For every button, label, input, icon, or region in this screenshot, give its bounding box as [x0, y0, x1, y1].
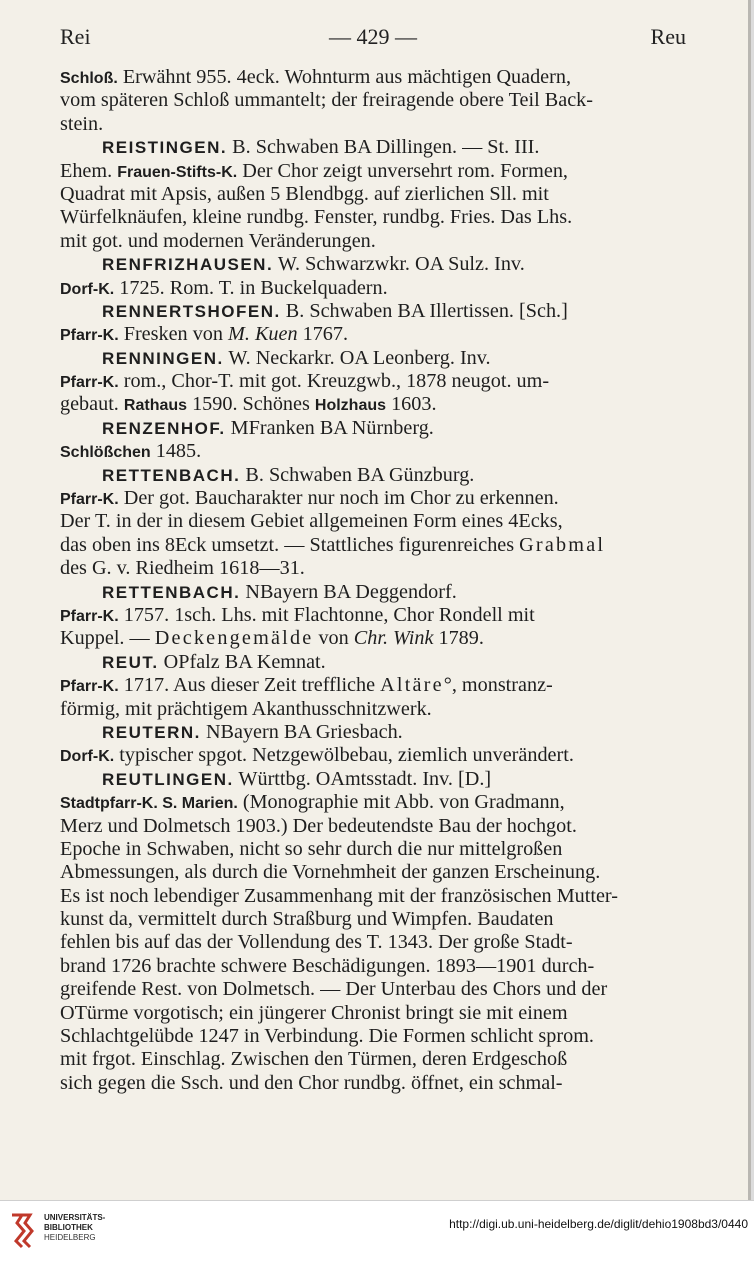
entry-headword: RETTENBACH.: [102, 465, 241, 485]
text-line: [60, 253, 686, 276]
text-segment: rom., Chor-T. mit got. Kreuzgwb., 1878 neugot. um-: [118, 370, 550, 393]
digitization-footer: [0, 1200, 754, 1261]
text-segment: kunst da, vermittelt durch Straßburg und Wimpfen. Baudaten: [60, 908, 554, 931]
text-segment: B. Schwaben BA Illertissen. [Sch.]: [280, 299, 568, 322]
entry-headword: RENNERTSHOFEN.: [102, 301, 281, 321]
text-line: [60, 347, 686, 370]
text-line: [60, 815, 686, 838]
text-segment: B. Schwaben BA Günzburg.: [240, 463, 475, 486]
text-segment: Würfelknäufen, kleine rundbg. Fenster, rundbg. Fries. Das Lhs.: [60, 206, 573, 229]
text-line: [60, 1072, 686, 1095]
text-line: [60, 1025, 686, 1048]
text-line: [60, 300, 686, 323]
text-segment: das oben ins 8Eck umsetzt. — Stattliches figurenreiches: [60, 533, 520, 556]
text-line: [60, 323, 686, 346]
text-segment: W. Neckarkr. OA Leonberg. Inv.: [223, 346, 491, 369]
text-segment: sich gegen die Ssch. und den Chor rundbg. öffnet, ein schmal-: [60, 1071, 563, 1094]
text-segment: von: [313, 627, 354, 650]
text-segment: Erwähnt 955. 4eck. Wohnturm aus mächtigen Quadern,: [117, 66, 572, 88]
text-segment: stein.: [60, 112, 104, 135]
building-keyword: Stadtpfarr-K. S. Marien.: [60, 795, 238, 813]
library-name-line: BIBLIOTHEK: [44, 1223, 93, 1232]
page-body-text: [60, 66, 686, 1095]
building-keyword: Schloß.: [60, 70, 118, 87]
text-segment: greifende Rest. von Dolmetsch. — Der Unterbau des Chors und der: [60, 978, 608, 1001]
building-keyword: Pfarr-K.: [60, 678, 119, 696]
text-line: [60, 464, 686, 487]
text-segment: NBayern BA Griesbach.: [200, 720, 403, 743]
text-segment: Deckengemälde: [154, 627, 314, 650]
text-segment: Grabmal: [519, 533, 606, 556]
entry-headword: RENZENHOF.: [102, 418, 226, 438]
text-segment: B. Schwaben BA Dillingen. — St. III.: [227, 136, 540, 159]
library-name-line: HEIDELBERG: [44, 1233, 96, 1242]
text-segment: mit frgot. Einschlag. Zwischen den Türmen, deren Erdgeschoß: [60, 1048, 568, 1071]
text-segment: vom späteren Schloß ummantelt; der freiragende obere Teil Back-: [60, 89, 593, 112]
building-keyword: Pfarr-K.: [60, 491, 119, 509]
text-segment: Fresken von: [118, 323, 229, 346]
text-segment: 1485.: [150, 440, 202, 463]
text-line: [60, 838, 686, 861]
text-line: [60, 370, 686, 393]
text-segment: 1725. Rom. T. in Buckelquadern.: [114, 276, 388, 299]
text-line: [60, 721, 686, 744]
entry-headword: REISTINGEN.: [102, 138, 228, 158]
text-segment: brand 1726 brachte schwere Beschädigungen. 1893—1901 durch-: [60, 954, 595, 977]
text-line: [60, 698, 686, 721]
entry-headword: RETTENBACH.: [102, 582, 241, 602]
text-segment: (Monographie mit Abb. von Gradmann,: [237, 791, 565, 814]
text-line: [60, 674, 686, 697]
text-segment: NBayern BA Deggendorf.: [240, 580, 457, 603]
library-name-line: UNIVERSITÄTS-: [44, 1213, 106, 1222]
text-segment: Quadrat mit Apsis, außen 5 Blendbgg. auf zierlichen Sll. mit: [60, 182, 549, 205]
text-line: [60, 277, 686, 300]
text-line: [60, 885, 686, 908]
text-segment: Abmessungen, als durch die Vornehmheit der ganzen Erscheinung.: [60, 861, 601, 884]
text-line: [60, 487, 686, 510]
text-segment: förmig, mit prächtigem Akanthusschnitzwerk.: [60, 697, 432, 720]
building-keyword: Rathaus: [123, 397, 188, 415]
text-line: [60, 768, 686, 791]
text-segment: Altäre: [380, 674, 444, 697]
text-segment: OTürme vorgotisch; ein jüngerer Chronist bringt sie mit einem: [60, 1001, 568, 1024]
text-line: [60, 978, 686, 1001]
entry-headword: RENNINGEN.: [102, 348, 224, 368]
header-right-keyword: Reu: [650, 24, 686, 49]
text-line: [60, 206, 686, 229]
building-keyword: Pfarr-K.: [60, 374, 119, 392]
text-line: [60, 66, 686, 89]
building-keyword: Pfarr-K.: [60, 607, 119, 625]
text-line: [60, 861, 686, 884]
text-segment: 1603.: [386, 393, 437, 416]
entry-headword: REUT.: [102, 652, 159, 672]
text-segment: fehlen bis auf das der Vollendung des T. 1343. Der große Stadt-: [60, 931, 573, 954]
text-line: [60, 557, 686, 580]
text-segment: 1789.: [433, 627, 484, 650]
text-line: [60, 440, 686, 463]
text-segment: MFranken BA Nürnberg.: [225, 416, 434, 439]
text-segment: des G. v. Riedheim 1618—31.: [60, 557, 305, 580]
text-line: [60, 627, 686, 650]
text-line: [60, 1048, 686, 1071]
text-line: [60, 931, 686, 954]
entry-headword: REUTERN.: [102, 722, 201, 742]
text-line: [60, 89, 686, 112]
text-line: [60, 955, 686, 978]
building-keyword: Holzhaus: [314, 397, 387, 415]
text-line: [60, 160, 686, 183]
text-line: [60, 651, 686, 674]
building-keyword: Schlößchen: [60, 444, 151, 462]
building-keyword: Dorf-K.: [60, 748, 115, 766]
text-segment: Schlachtgelübde 1247 in Verbindung. Die Formen schlicht sprom.: [60, 1025, 594, 1048]
text-segment: gebaut.: [60, 393, 124, 416]
library-name: [44, 1213, 105, 1243]
text-line: [60, 136, 686, 159]
text-segment: M. Kuen: [228, 323, 298, 346]
university-library-logo-icon: [8, 1211, 38, 1249]
text-segment: W. Schwarzwkr. OA Sulz. Inv.: [273, 253, 525, 276]
text-line: [60, 230, 686, 253]
building-keyword: Pfarr-K.: [60, 327, 119, 345]
text-line: [60, 113, 686, 136]
text-segment: Der Chor zeigt unversehrt rom. Formen,: [237, 159, 568, 182]
text-segment: Württbg. OAmtsstadt. Inv. [D.]: [233, 767, 492, 790]
text-line: [60, 534, 686, 557]
text-segment: Kuppel. —: [60, 627, 155, 650]
text-segment: mit got. und modernen Veränderungen.: [60, 229, 376, 252]
text-line: [60, 908, 686, 931]
page-number: — 429 —: [329, 24, 417, 49]
text-segment: Epoche in Schwaben, nicht so sehr durch die nur mittelgroßen: [60, 837, 563, 860]
text-line: [60, 791, 686, 814]
text-line: [60, 510, 686, 533]
building-keyword: Frauen-Stifts-K.: [117, 163, 238, 181]
text-segment: 1757. 1sch. Lhs. mit Flachtonne, Chor Rondell mit: [118, 603, 535, 626]
text-line: [60, 1002, 686, 1025]
text-segment: 1590. Schönes: [187, 393, 315, 416]
text-segment: °, monstranz-: [443, 674, 553, 697]
text-segment: OPfalz BA Kemnat.: [158, 650, 326, 673]
text-segment: Merz und Dolmetsch 1903.) Der bedeutendste Bau der hochgot.: [60, 814, 577, 837]
source-url-link[interactable]: http://digi.ub.uni-heidelberg.de/diglit/dehio1908bd3/0440: [449, 1217, 748, 1231]
running-header: [60, 24, 686, 50]
entry-headword: REUTLINGEN.: [102, 769, 234, 789]
text-segment: Der T. in der in diesem Gebiet allgemeinen Form eines 4Ecks,: [60, 510, 563, 533]
text-segment: Chr. Wink: [353, 627, 434, 650]
text-line: [60, 393, 686, 416]
text-line: [60, 183, 686, 206]
text-line: [60, 581, 686, 604]
text-segment: 1767.: [297, 323, 349, 346]
text-line: [60, 604, 686, 627]
text-segment: Der got. Baucharakter nur noch im Chor zu erkennen.: [118, 487, 559, 510]
text-segment: 1717. Aus dieser Zeit treffliche: [118, 674, 381, 697]
text-segment: Es ist noch lebendiger Zusammenhang mit der französischen Mutter-: [60, 884, 618, 907]
text-line: [60, 417, 686, 440]
header-left-keyword: Rei: [60, 24, 91, 49]
text-line: [60, 744, 686, 767]
text-segment: typischer spgot. Netzgewölbebau, ziemlich unverändert.: [114, 744, 574, 767]
building-keyword: Dorf-K.: [60, 280, 115, 298]
text-segment: Ehem.: [60, 159, 118, 182]
entry-headword: RENFRIZHAUSEN.: [102, 255, 274, 275]
